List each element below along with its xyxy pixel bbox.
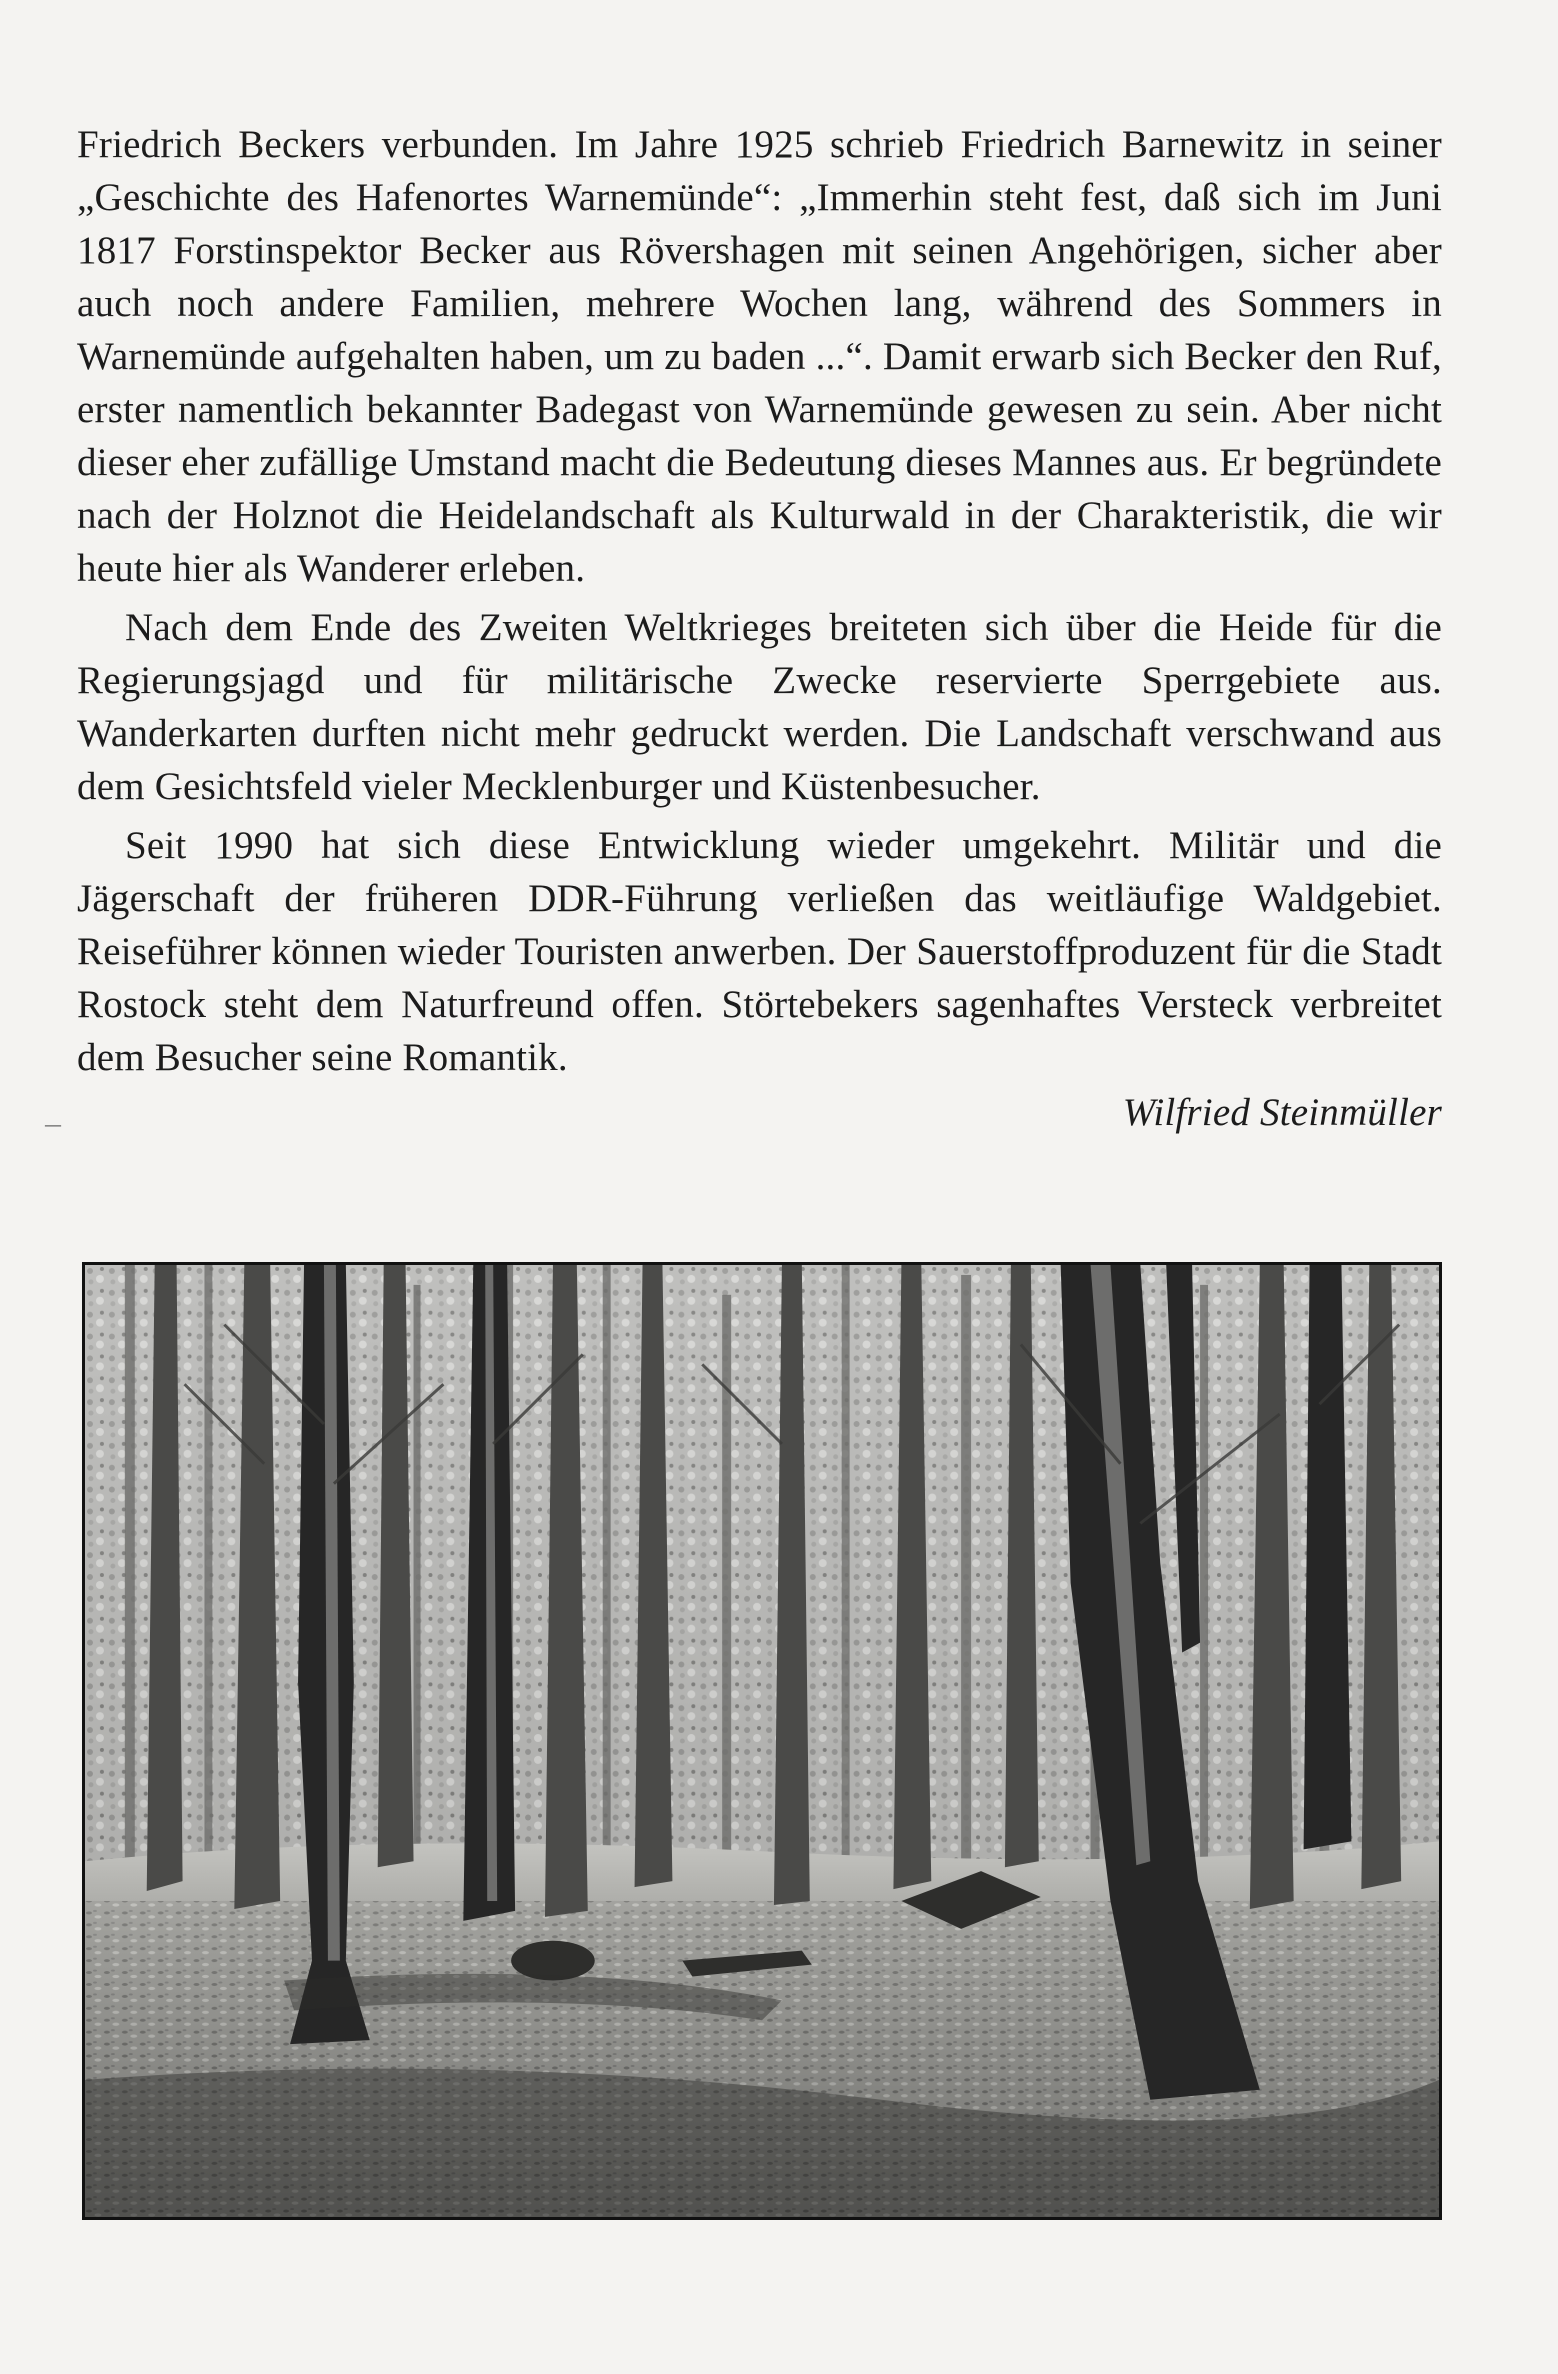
paragraph-1: Friedrich Beckers verbunden. Im Jahre 1925 schrieb Friedrich Barnewitz in seiner „Geschichte des Hafenortes Warnemünde“: „Immerhin steht fest, daß sich im Juni 1817 Forstinspektor Becker aus Rövershagen mit seinen Angehörigen, sicher aber auch noch andere Familien, mehrere Wochen lang, während des Sommers in Warnemünde aufgehalten haben, um zu baden ...“. Damit erwarb sich Becker den Ruf, erster namentlich bekannter Badegast von Warnemünde gewesen zu sein. Aber nicht dieser eher zufällige Umstand macht die Bedeutung dieses Mannes aus. Er begründete nach der Holznot die Heidelandschaft als Kulturwald in der Charakteristik, die wir heute hier als Wanderer erleben. xyxy=(77,123,1442,590)
paragraph-2: Nach dem Ende des Zweiten Weltkrieges breiteten sich über die Heide für die Regierungsjagd und für militärische Zwecke reservierte Sperrgebiete aus. Wanderkarten durften nicht mehr gedruckt werden. Die Landschaft verschwand aus dem Gesichtsfeld vieler Mecklenburger und Küstenbesucher. xyxy=(77,606,1442,808)
forest-photo-illustration xyxy=(85,1265,1439,2217)
author-signature: Wilfried Steinmüller xyxy=(1122,1091,1442,1134)
paragraph-3: Seit 1990 hat sich diese Entwicklung wieder umgekehrt. Militär und die Jägerschaft der früheren DDR-Führung verließen das weitläufige Waldgebiet. Reiseführer können wieder Touristen anwerben. Der Sauerstoffproduzent für die Stadt Rostock steht dem Naturfreund offen. Störtebekers sagenhaftes Versteck verbreitet dem Besucher seine Romantik. xyxy=(77,824,1442,1079)
body-text xyxy=(77,118,1442,1139)
forest-photo xyxy=(82,1262,1442,2220)
margin-mark: — xyxy=(44,1115,62,1136)
